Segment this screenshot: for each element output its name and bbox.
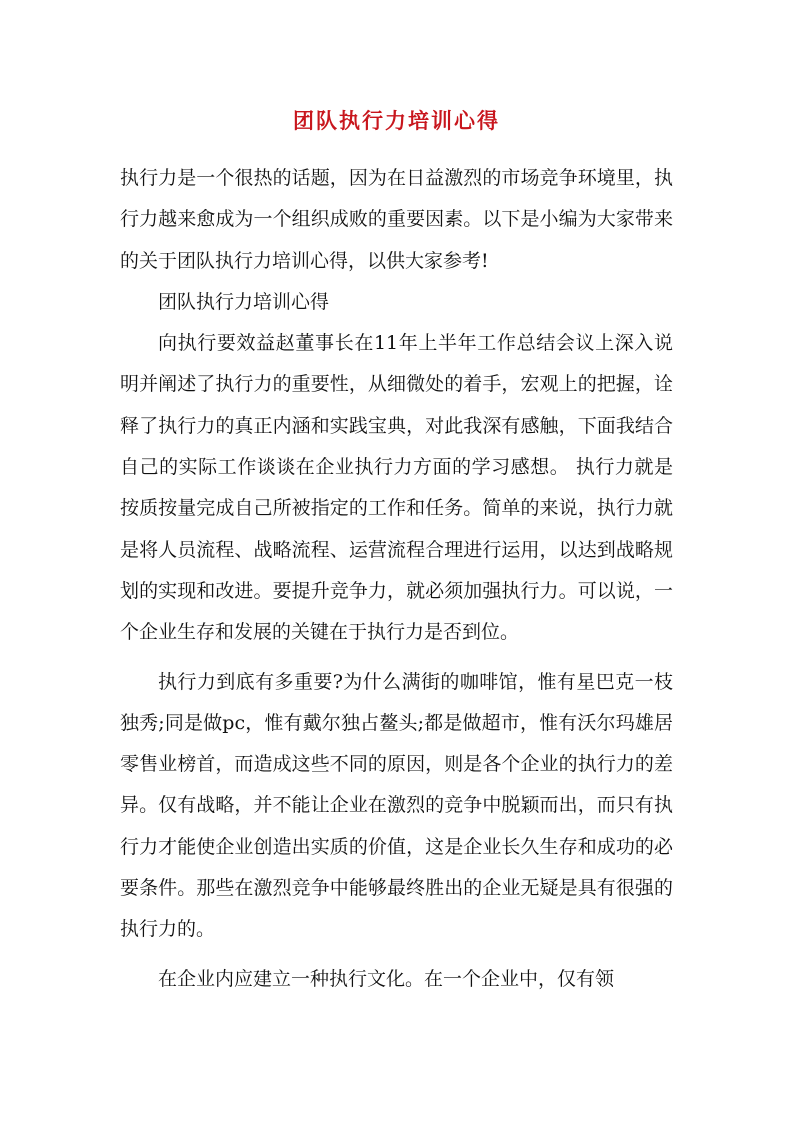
section-subtitle: 团队执行力培训心得 bbox=[158, 290, 330, 313]
body-paragraph-3: 在企业内应建立一种执行文化。在一个企业中，仅有领 bbox=[158, 967, 615, 990]
document-page bbox=[120, 100, 673, 1000]
intro-paragraph: 执行力是一个很热的话题，因为在日益激烈的市场竞争环境里，执行力越来愈成为一个组织成败的重要因素。以下是小编为大家带来的关于团队执行力培训心得，以供大家参考! bbox=[120, 167, 673, 272]
body-paragraph-2: 执行力到底有多重要?为什么满街的咖啡馆，惟有星巴克一枝独秀;同是做pc，惟有戴尔独占鳌头;都是做超市，惟有沃尔玛雄居零售业榜首，而造成这些不同的原因，则是各个企业的执行力的差异。仅有战略，并不能让企业在激烈的竞争中脱颖而出，而只有执行力才能使企业创造出实质的价值，这是企业长久生存和成功的必要条件。那些在激烈竞争中能够最终胜出的企业无疑是具有很强的执行力的。 bbox=[120, 670, 673, 941]
body-paragraph-1: 向执行要效益赵董事长在11年上半年工作总结会议上深入说明并阐述了执行力的重要性，从细微处的着手，宏观上的把握，诠释了执行力的真正内涵和实践宝典，对此我深有感触，下面我结合自己的实际工作谈谈在企业执行力方面的学习感想。 执行力就是按质按量完成自己所被指定的工作和任务。简单的来说，执行力就是将人员流程、战略流程、运营流程合理进行运用，以达到战略规划的实现和改进。要提升竞争力，就必须加强执行力。可以说，一个企业生存和发展的关键在于执行力是否到位。 bbox=[120, 332, 673, 644]
document-title: 团队执行力培训心得 bbox=[293, 108, 500, 133]
